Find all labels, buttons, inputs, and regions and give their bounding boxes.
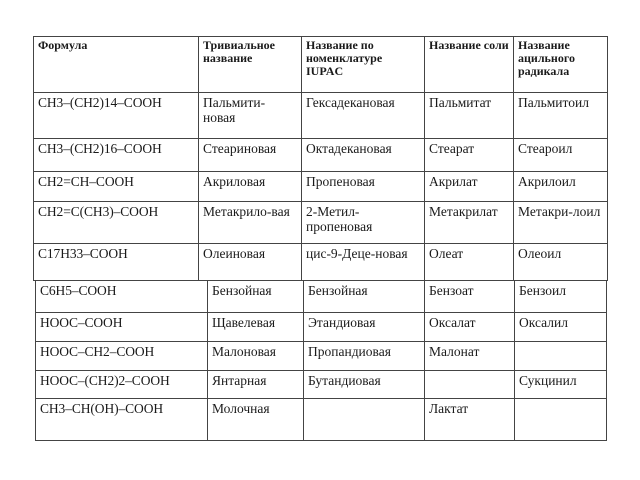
table-row (34, 172, 608, 202)
iupac-cell: Пропандиовая (304, 342, 425, 371)
header-formula: Формула (34, 37, 199, 93)
salt-cell: Бензоат (425, 281, 515, 313)
formula-cell: HOOC–CH2–COOH (36, 342, 208, 371)
formula-cell: CH3–CH(OH)–COOH (36, 399, 208, 441)
salt-cell: Метакрилат (425, 202, 514, 244)
table-row (34, 139, 608, 172)
trivial-cell: Молочная (208, 399, 304, 441)
salt-cell: Лактат (425, 399, 515, 441)
formula-cell: CH3–(CH2)14–COOH (34, 93, 199, 139)
formula-cell: CH2=CH–COOH (34, 172, 199, 202)
acyl-cell: Пальмитоил (514, 93, 608, 139)
trivial-cell: Стеариновая (199, 139, 302, 172)
table-row (34, 244, 608, 281)
acids-table-top (33, 36, 608, 281)
acyl-cell: Бензоил (515, 281, 607, 313)
table-row (36, 371, 607, 399)
formula-cell: C6H5–COOH (36, 281, 208, 313)
trivial-cell: Щавелевая (208, 313, 304, 342)
iupac-cell: 2-Метил-пропеновая (302, 202, 425, 244)
salt-cell: Олеат (425, 244, 514, 281)
salt-cell: Стеарат (425, 139, 514, 172)
trivial-cell: Пальмити-новая (199, 93, 302, 139)
trivial-cell: Янтарная (208, 371, 304, 399)
trivial-cell: Бензойная (208, 281, 304, 313)
iupac-cell: Этандиовая (304, 313, 425, 342)
trivial-cell: Акриловая (199, 172, 302, 202)
trivial-cell: Метакрило-вая (199, 202, 302, 244)
acyl-cell: Олеоил (514, 244, 608, 281)
acyl-cell (515, 399, 607, 441)
iupac-cell: Пропеновая (302, 172, 425, 202)
table-row (36, 399, 607, 441)
table-row (34, 93, 608, 139)
iupac-cell: Бутандиовая (304, 371, 425, 399)
acyl-cell: Акрилоил (514, 172, 608, 202)
header-salt: Название соли (425, 37, 514, 93)
iupac-cell: Гексадекановая (302, 93, 425, 139)
table-row (36, 281, 607, 313)
iupac-cell: цис-9-Деце-новая (302, 244, 425, 281)
acyl-cell: Сукцинил (515, 371, 607, 399)
acids-table-bottom (35, 280, 607, 441)
salt-cell (425, 371, 515, 399)
trivial-cell: Малоновая (208, 342, 304, 371)
iupac-cell: Бензойная (304, 281, 425, 313)
trivial-cell: Олеиновая (199, 244, 302, 281)
acyl-cell: Метакри-лоил (514, 202, 608, 244)
header-trivial: Тривиальное название (199, 37, 302, 93)
formula-cell: CH3–(CH2)16–COOH (34, 139, 199, 172)
acyl-cell: Оксалил (515, 313, 607, 342)
salt-cell: Пальмитат (425, 93, 514, 139)
salt-cell: Оксалат (425, 313, 515, 342)
acyl-cell (515, 342, 607, 371)
table-row (34, 202, 608, 244)
header-iupac: Название по номенклатуре IUPAC (302, 37, 425, 93)
formula-cell: HOOC–(CH2)2–COOH (36, 371, 208, 399)
header-row (34, 37, 608, 93)
formula-cell: C17H33–COOH (34, 244, 199, 281)
iupac-cell: Октадекановая (302, 139, 425, 172)
iupac-cell (304, 399, 425, 441)
formula-cell: HOOC–COOH (36, 313, 208, 342)
table-row (36, 313, 607, 342)
table-row (36, 342, 607, 371)
salt-cell: Акрилат (425, 172, 514, 202)
header-acyl: Название ацильного радикала (514, 37, 608, 93)
salt-cell: Малонат (425, 342, 515, 371)
acyl-cell: Стеароил (514, 139, 608, 172)
formula-cell: CH2=C(CH3)–COOH (34, 202, 199, 244)
